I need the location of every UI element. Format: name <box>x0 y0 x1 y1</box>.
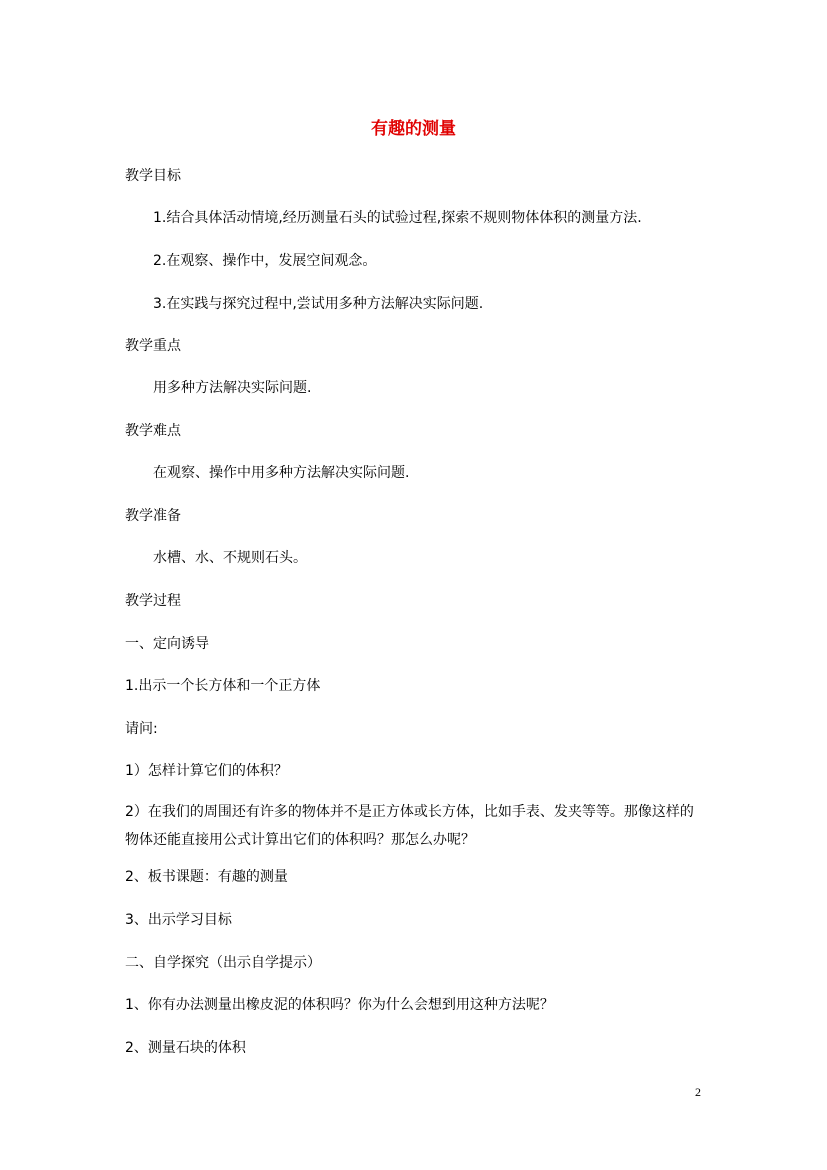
section-two-heading: 二、自学探究（出示自学提示） <box>125 955 321 971</box>
heading-difficulties: 教学难点 <box>125 423 181 439</box>
question-prompt: 请问: <box>125 721 158 737</box>
preparation-text: 水槽、水、不规则石头。 <box>153 550 307 566</box>
step-3: 3、出示学习目标 <box>125 912 232 928</box>
goal-item-3: 3.在实践与探究过程中,尝试用多种方法解决实际问题. <box>153 296 484 312</box>
goal-item-2: 2.在观察、操作中，发展空间观念。 <box>153 253 377 269</box>
question-1: 1）怎样计算它们的体积？ <box>125 763 288 779</box>
page-number: 2 <box>695 1085 701 1099</box>
goal-item-1: 1.结合具体活动情境,经历测量石头的试验过程,探索不规则物体体积的测量方法. <box>153 210 642 226</box>
heading-preparation: 教学准备 <box>125 508 181 524</box>
step-2: 2、板书课题：有趣的测量 <box>125 869 288 885</box>
step-1: 1.出示一个长方体和一个正方体 <box>125 678 321 694</box>
section-one-heading: 一、定向诱导 <box>125 636 209 652</box>
self-study-item-2: 2、测量石块的体积 <box>125 1040 246 1056</box>
heading-key-points: 教学重点 <box>125 338 181 354</box>
question-2: 2）在我们的周围还有许多的物体并不是正方体或长方体，比如手表、发夹等等。那像这样的物体还能直接用公式计算出它们的体积吗？那怎么办呢？ <box>125 804 694 848</box>
difficulty-text: 在观察、操作中用多种方法解决实际问题. <box>153 465 410 481</box>
heading-process: 教学过程 <box>125 593 181 609</box>
key-point-text: 用多种方法解决实际问题. <box>153 380 312 396</box>
document-title: 有趣的测量 <box>371 119 456 139</box>
heading-teaching-goals: 教学目标 <box>125 168 181 184</box>
self-study-item-1: 1、你有办法测量出橡皮泥的体积吗？你为什么会想到用这种方法呢？ <box>125 997 554 1013</box>
